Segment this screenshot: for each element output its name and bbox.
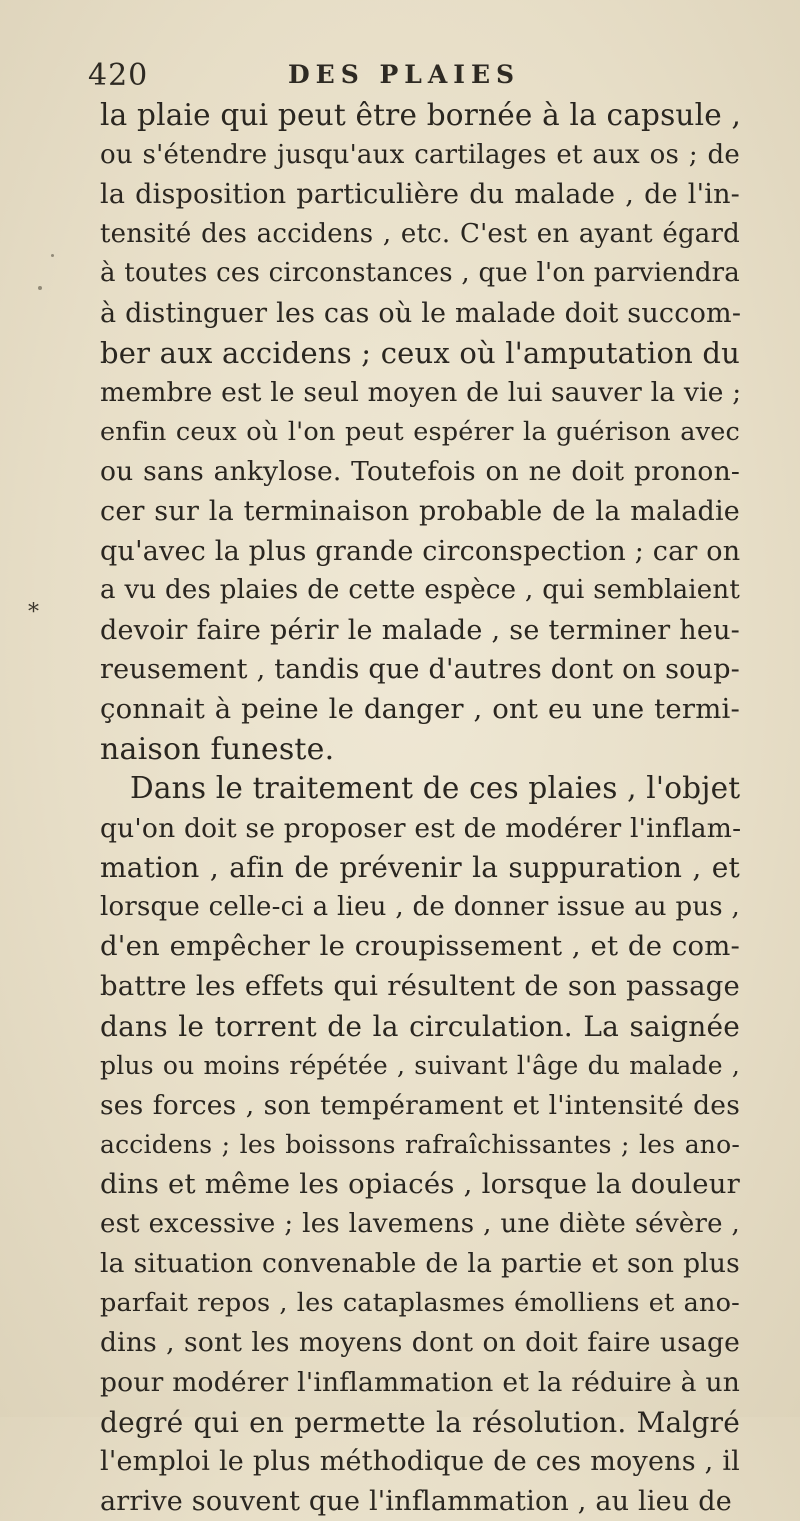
text-line: dans le torrent de la circulation. La saignée [100, 1009, 740, 1043]
ink-speck [38, 286, 42, 290]
text-line: pour modérer l'inflammation et la réduire à un [100, 1367, 740, 1398]
text-line: la situation convenable de la partie et son plus [100, 1248, 740, 1280]
text-line: mation , afin de prévenir la suppuration , et [100, 851, 740, 885]
text-line: Dans le traitement de ces plaies , l'objet [130, 771, 741, 806]
text-line: degré qui en permette la résolution. Malgré [100, 1405, 740, 1439]
text-body [100, 96, 740, 1521]
text-line: la disposition particulière du malade , de l'in- [100, 179, 740, 211]
text-line: membre est le seul moyen de lui sauver la vie ; [100, 377, 742, 409]
text-line: enfin ceux où l'on peut espérer la guérison avec [100, 416, 740, 447]
running-title: DES PLAIES [288, 60, 521, 89]
text-line: cer sur la terminaison probable de la maladie [100, 495, 740, 527]
text-line: l'emploi le plus méthodique de ces moyens , il [100, 1446, 740, 1478]
text-line: dins , sont les moyens dont on doit faire usage [100, 1327, 740, 1359]
ink-speck [51, 254, 54, 257]
text-line: çonnait à peine le danger , ont eu une termi- [100, 692, 740, 725]
text-line: qu'on doit se proposer est de modérer l'inflam- [100, 812, 742, 844]
text-line: arrive souvent que l'inflammation , au lieu de [100, 1485, 732, 1517]
text-line: battre les effets qui résultent de son passage [100, 970, 740, 1003]
text-line: accidens ; les boissons rafraîchissantes ; les ano- [100, 1130, 740, 1160]
text-line: tensité des accidens , etc. C'est en ayant égard [100, 218, 740, 249]
text-line: à distinguer les cas où le malade doit succom- [100, 297, 742, 329]
text-line: d'en empêcher le croupissement , et de com- [100, 930, 740, 963]
text-line: plus ou moins répétée , suivant l'âge du malade , [100, 1051, 740, 1081]
text-line: ses forces , son tempérament et l'intensité des [100, 1089, 740, 1121]
text-line: reusement , tandis que d'autres dont on soup- [100, 654, 740, 686]
text-line: naison funeste. [100, 731, 335, 767]
running-head [88, 58, 728, 98]
text-line: ber aux accidens ; ceux où l'amputation du [100, 335, 741, 370]
text-line: la plaie qui peut être bornée à la capsule , [100, 98, 742, 132]
text-line: parfait repos , les cataplasmes émolliens et ano- [100, 1287, 740, 1318]
text-line: a vu des plaies de cette espèce , qui semblaient [100, 575, 740, 606]
text-line: est excessive ; les lavemens , une diète sévère , [100, 1208, 740, 1239]
text-line: qu'avec la plus grande circonspection ; car on [100, 535, 741, 567]
page-number: 420 [88, 58, 149, 93]
text-line: ou sans ankylose. Toutefois on ne doit pronon- [100, 456, 740, 488]
text-line: ou s'étendre jusqu'aux cartilages et aux os ; de [100, 139, 740, 170]
text-line: à toutes ces circonstances , que l'on parviendra [100, 258, 740, 289]
text-line: lorsque celle-ci a lieu , de donner issue au pus , [100, 891, 740, 922]
text-line: devoir faire périr le malade , se terminer heu- [100, 614, 740, 646]
margin-mark: * [28, 600, 39, 625]
text-line: dins et même les opiacés , lorsque la douleur [100, 1168, 740, 1201]
